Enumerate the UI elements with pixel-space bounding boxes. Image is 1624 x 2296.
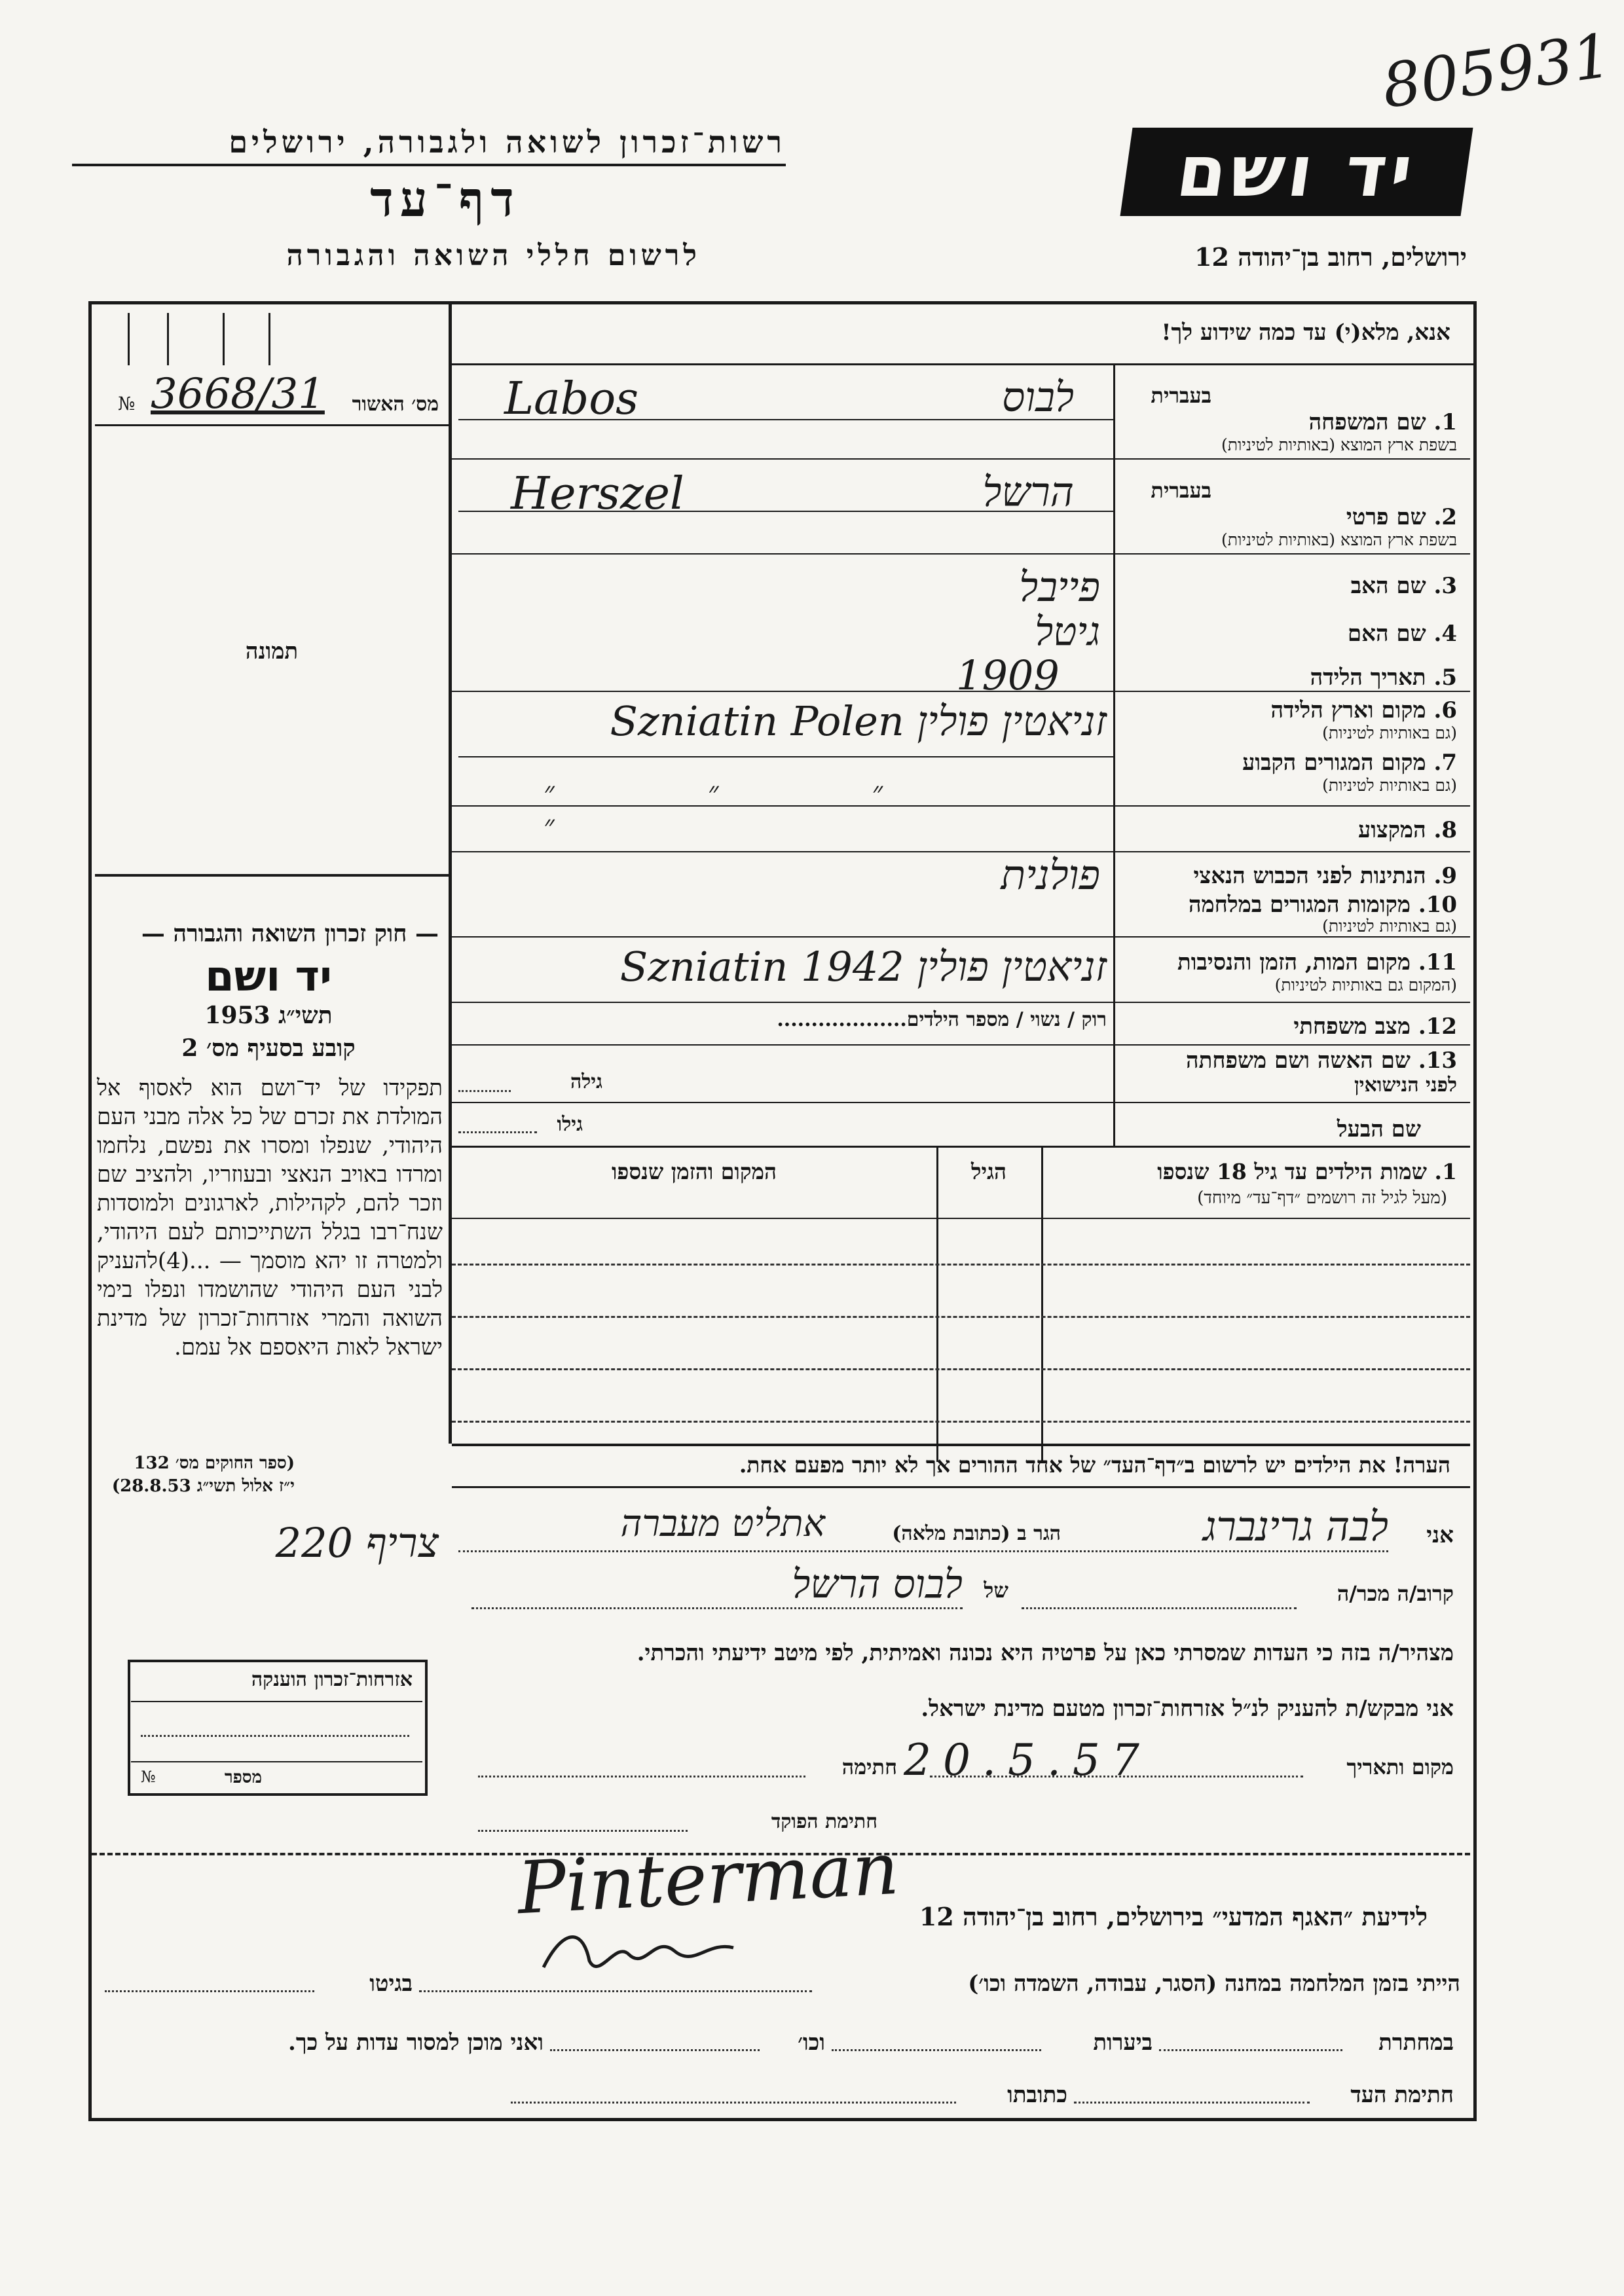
law-title: — חוק זכרון השואה והגבורה — [141, 920, 439, 947]
children-col-names: 1. שמות הילדים עד גיל 18 שנספו [1157, 1159, 1457, 1184]
archive-number: 805931 [1378, 20, 1615, 122]
f2-sub: בשפת ארץ המוצא (באותיות לטיניות) [1221, 530, 1457, 549]
signature-line [478, 1776, 805, 1777]
f11-label: 11. מקום המות, הזמן והנסיבות [1177, 949, 1457, 975]
f13-label: 13. שם האשה ושם משפחתה [1186, 1048, 1457, 1074]
approval-label: מס׳ האשור [352, 393, 439, 416]
logo-text: יד ושם [1172, 131, 1422, 213]
clerk-signature-line [478, 1830, 688, 1832]
tick-mark [167, 313, 169, 365]
header-rule [72, 164, 786, 166]
relation-label: קרוב/ה מכר/ה [1337, 1581, 1454, 1606]
f1-latin-value: Labos [504, 373, 639, 425]
husband-age-line [458, 1131, 537, 1133]
clerk-signature-label: חתימת הפוקד [771, 1810, 877, 1833]
row-rule [452, 1044, 1470, 1046]
underground-line [1159, 2049, 1342, 2051]
f7-label: 7. מקום המגורים הקבוע [1242, 750, 1457, 776]
f2-hebrew-label: בעברית [1151, 478, 1211, 503]
form-title: דף־עד [370, 172, 521, 228]
declarant-resides-label: הגר ב (כתובת מלאה) [892, 1522, 1061, 1545]
camp-line-fill [419, 1990, 812, 1992]
form-subtitle: לרשום חללי השואה והגבורה [286, 239, 701, 272]
husband-label: שם הבעל [1337, 1116, 1421, 1142]
f6-label: 6. מקום וארץ הלידה [1270, 697, 1457, 723]
date-value: 20.5.57 [904, 1735, 1151, 1785]
row-rule [452, 1002, 1470, 1003]
f5-label: 5. תאריך הלידה [1310, 665, 1457, 691]
f3-value: פייבל [1019, 563, 1100, 611]
f12-options: רוק / נשוי / מספר הילדים................... [777, 1008, 1107, 1031]
camp-line: הייתי בזמן המלחמה במחנה (הסגר, עבודה, השמדה וכו׳) [968, 1971, 1460, 1997]
children-header-rule [452, 1218, 1470, 1219]
f1-label: 1. שם המשפחה [1308, 409, 1457, 435]
wife-age-line [458, 1090, 511, 1092]
intro-text: אנא, מלא(י) עד כמה שידוע לך! [1161, 319, 1450, 346]
f12-label: 12. מצב משפחתי [1293, 1013, 1457, 1040]
label-column-divider [1113, 365, 1115, 1148]
tick-mark [128, 313, 130, 365]
f1-hebrew-value: לבוס [1001, 373, 1074, 421]
row-rule [452, 1146, 1470, 1148]
f10-sub: (גם באותיות לטיניות) [1322, 917, 1457, 936]
note-text: הערה! את הילדים יש לרשום ב״דף־העד״ של אחד ההורים אך לא יותר מפעם אחת. [739, 1452, 1450, 1478]
wife-age-label: גילה [570, 1070, 602, 1093]
f10-label: 10. מקומות המגורים במלחמה [1188, 892, 1457, 918]
law-text: תפקידו של יד־ושם הוא לאסוף אל המולדת את זכרם של כל אלה מבני העם היהודי, שנפלו ומסרו את נפשם, נלחמו ומרדו באויב הנאצי ובעוזריו, ולהציב שם וזכר להם, לקהילות, לארגונים ולמוסדות שנח־רבו בגלל השתייכותם לעם היהודי, ולמטרה זו יהא מוסמך — ...(4)להעניק לבני העם היהודי שהושמדו ונפלו בימי השואה והמרי אזרחות־זכרון של מדינת ישראל לאות היאספם אל עמם. [97, 1075, 443, 1360]
f4-label: 4. שם האם [1347, 621, 1457, 647]
place-date-label: מקום ותאריך [1346, 1755, 1454, 1779]
law-reference-date: י״ז אלול תשי״ג 28.8.53) [111, 1476, 295, 1496]
citizenship-box-rule [131, 1701, 422, 1702]
of-label: של [984, 1578, 1008, 1603]
f4-value: גיטל [1035, 609, 1100, 655]
children-col-place: המקום והזמן שנספו [611, 1159, 777, 1184]
f3-label: 3. שם האב [1350, 573, 1457, 599]
left-column-divider [449, 301, 452, 1444]
f7-sub: (גם באותיות לטיניות) [1322, 776, 1457, 795]
ghetto-label: בגיטו [369, 1971, 413, 1997]
relation-line [1022, 1607, 1297, 1609]
husband-age-label: גילו [557, 1113, 583, 1136]
signature-label: חתימה [841, 1755, 897, 1779]
bottom-title: לידיעת ״האגף המדעי״ בירושלים, רחוב בן־יהודה 12 [919, 1902, 1428, 1931]
address-line [511, 2102, 956, 2104]
citizenship-no-mark: № [141, 1768, 156, 1786]
yad-vashem-logo [1120, 128, 1473, 216]
citizenship-box-rule [131, 1761, 422, 1762]
approval-no-mark: № [118, 393, 136, 414]
forests-line [832, 2049, 1041, 2051]
children-row-rule [452, 1264, 1470, 1266]
f7-value: ״ ״ ״ ״ [544, 776, 955, 843]
f2-hebrew-value: הרשל [982, 468, 1074, 516]
photo-label: תמונה [245, 638, 299, 665]
law-reference: (ספר החוקים מס׳ 132 [134, 1453, 295, 1473]
row-rule [452, 936, 1470, 938]
f8-label: 8. המקצוע [1357, 817, 1457, 843]
tick-mark [268, 313, 270, 365]
f11-value: זניאטין פולין Szniatin 1942 [619, 943, 1107, 991]
children-col-divider [936, 1148, 938, 1462]
f1-hebrew-label: בעברית [1151, 383, 1211, 408]
children-col-age: הגיל [971, 1159, 1006, 1184]
children-row-rule [452, 1421, 1470, 1423]
note-rule-bottom [452, 1486, 1470, 1488]
row-rule [452, 1102, 1470, 1103]
address: ירושלים, רחוב בן־יהודה 12 [1194, 242, 1467, 272]
children-col-divider [1041, 1148, 1043, 1462]
citizenship-box-line [141, 1735, 409, 1737]
f2-latin-value: Herszel [511, 468, 684, 520]
f1-sub: בשפת ארץ המוצא (באותיות לטיניות) [1221, 435, 1457, 454]
law-name: יד ושם [205, 953, 332, 1001]
f11-sub: (המקום גם באותיות לטיניות) [1274, 975, 1457, 994]
authority-name: רשות־זכרון לשואה ולגבורה, ירושלים [229, 124, 786, 160]
forests-label: ביערות [1093, 2030, 1153, 2056]
sub-rule [458, 756, 1113, 757]
note-rule-top [452, 1444, 1470, 1446]
tick-mark [223, 313, 225, 365]
declarant-address-tail: צריף 220 [275, 1519, 439, 1567]
declarant-line [458, 1550, 1388, 1552]
citizenship-box-title: אזרחות־זכרון הוענקה [251, 1668, 413, 1691]
ready-text: ואני מוכן למסור עדות על כך. [288, 2030, 544, 2056]
f6-sub: (גם באותיות לטיניות) [1322, 723, 1457, 742]
approval-number: 3668/31 [151, 370, 325, 418]
citizenship-number-label: מספר [224, 1768, 262, 1787]
relation-value: לבוס הרשל [792, 1561, 963, 1607]
declarant-address: אתליט מעברה [620, 1503, 825, 1545]
witness-signature-label: חתימת העד [1350, 2082, 1454, 2108]
address-label: כתובתו [1007, 2082, 1067, 2108]
row-rule [452, 553, 1470, 555]
law-year: תשי״ג 1953 [204, 1002, 333, 1029]
declarant-name: לבה גרינברג [1202, 1503, 1388, 1550]
f9-label: 9. הנתינות לפני הכבוש הנאצי [1193, 863, 1457, 889]
f13-sub: לפני הנישואין [1354, 1074, 1457, 1097]
ghetto-line [105, 1990, 314, 1992]
declarant-prefix: אני [1426, 1522, 1454, 1548]
children-row-rule [452, 1368, 1470, 1371]
underground-label: במחתרת [1378, 2030, 1454, 2056]
f2-label: 2. שם פרטי [1346, 504, 1457, 530]
photo-rule [95, 874, 449, 877]
citizenship-request: אני מבקש/ת להעניק לנ״ל אזרחות־זכרון מטעם מדינת ישראל. [921, 1696, 1454, 1722]
row-rule [452, 458, 1470, 460]
witness-signature-line [1074, 2102, 1310, 2104]
f9-value: פולנית [1001, 851, 1100, 899]
etc-label: וכו׳ [798, 2030, 825, 2056]
law-section: קובע בסעיף מס׳ 2 [181, 1034, 356, 1062]
f6-value: זניאטין פולין Szniatin Polen [610, 697, 1107, 745]
etc-line [550, 2049, 760, 2051]
of-line [471, 1607, 963, 1609]
children-col-names-sub: (מעל לגיל זה רושמים ״דף־עד״ מיוחד) [1197, 1188, 1447, 1208]
f5-value: 1909 [956, 651, 1060, 699]
declaration-statement: מצהיר/ה בזה כי העדות שמסרתי כאן על פרטיה היא נכונה ואמיתית, לפי מיטב ידיעתי והכרתי. [637, 1640, 1454, 1666]
approval-rule [95, 424, 449, 426]
intro-rule [449, 363, 1473, 365]
children-row-rule [452, 1316, 1470, 1319]
stamp-signature: Pinterman [515, 1826, 901, 1931]
